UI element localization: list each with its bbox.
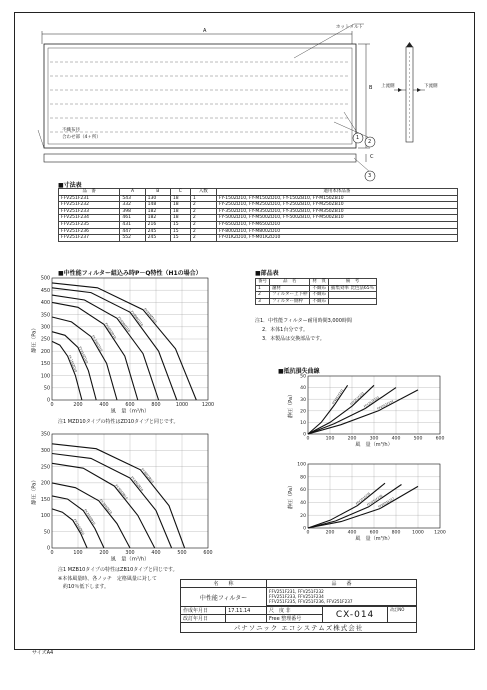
cell: フィルター側枠 <box>270 298 310 305</box>
x-tick-label: 800 <box>151 402 161 408</box>
scale-label: 尺 度 非 <box>267 607 323 615</box>
cell: 2 <box>190 221 216 228</box>
parts-note-2: 2．本体1台分です。 <box>262 327 308 333</box>
x-tick-label: 500 <box>177 550 187 556</box>
cell: 461 <box>120 215 145 222</box>
cell: 15 <box>170 221 190 228</box>
cell: 543 <box>120 195 145 202</box>
y-tick-label: 0 <box>303 526 306 532</box>
x-tick-label: 400 <box>347 530 357 536</box>
y-tick-label: 10 <box>300 421 306 427</box>
change-label: 改訂NO <box>388 607 417 623</box>
y-tick-label: 50 <box>43 386 50 392</box>
y-tick-label: 50 <box>300 374 306 380</box>
x-tick-label: 0 <box>306 530 310 536</box>
y-tick-label: 40 <box>300 501 306 507</box>
col-remark: 備 考 <box>328 279 376 286</box>
cell: 2 <box>190 202 216 209</box>
x-tick-label: 0 <box>50 402 54 408</box>
series-label: FY-01KZD10 <box>143 307 158 324</box>
series-label: FY-250ZB10 <box>83 508 97 526</box>
x-tick-label: 400 <box>99 402 109 408</box>
cell: 245 <box>145 228 170 235</box>
created-date: 17.11.14 <box>226 607 267 615</box>
joint-label-2: 合わせ部（4ヶ所） <box>62 135 101 140</box>
dimension-table-title: ■寸法表 <box>58 182 82 189</box>
free-mgmt: Free 整理番号 <box>267 615 323 623</box>
series-label: FFV251F232 <box>349 391 365 407</box>
drawing-number: CX-014 <box>322 607 387 623</box>
series-label: FY-650ZB10 <box>130 475 145 492</box>
y-tick-label: 100 <box>297 462 306 468</box>
series-label: FY-350ZD10 <box>91 334 104 353</box>
series-label: FY-250ZD10 <box>78 345 90 364</box>
y-tick-label: 300 <box>40 325 50 331</box>
cell: 182 <box>145 215 170 222</box>
x-tick-label: 100 <box>325 436 335 442</box>
cell: 18 <box>170 215 190 222</box>
revised-label: 改訂年月日 <box>181 615 226 623</box>
series-label: FFV251F235 <box>354 491 372 506</box>
cell: 552 <box>120 235 145 242</box>
y-tick-label: 80 <box>300 475 306 481</box>
col-model: 適用本体品番 <box>216 189 457 196</box>
pq-title: ■中性能フィルター組込み時P－Q特性（H1の場合） <box>58 270 202 277</box>
y-tick-label: 400 <box>40 301 50 307</box>
series-line <box>52 288 177 400</box>
loss-chart-1 <box>286 372 446 456</box>
part-number-line: FFV251F231, FFV251F232 <box>269 589 324 594</box>
company-name: パナソニック エコシステムズ株式会社 <box>181 623 417 633</box>
name-header: 名 称 <box>181 580 267 588</box>
cell: 不織布 <box>310 298 329 305</box>
callout-1: 1 <box>356 135 360 141</box>
cell <box>328 292 376 299</box>
x-tick-label: 600 <box>435 436 445 442</box>
cell: 447 <box>120 228 145 235</box>
series-label: FY-650ZD10 <box>117 315 131 333</box>
table-row <box>59 202 458 209</box>
series-label: FY-800ZB10 <box>140 467 155 484</box>
parts-note-3: 3．本製品は交換部品です。 <box>262 336 325 342</box>
parts-note-1: 注1．中性能フィルター耐用時間3,000時間 <box>255 318 352 324</box>
parts-table <box>255 278 377 305</box>
pq-note-3b: 約10％低下します。 <box>58 584 109 590</box>
y-axis-label: 静圧（Pa） <box>31 477 38 505</box>
y-axis-label: 静圧（Pa） <box>288 391 295 419</box>
x-axis-label: 風 量（m³/h） <box>110 556 150 563</box>
y-tick-label: 500 <box>40 276 50 282</box>
y-axis-label: 静圧（Pa） <box>288 482 295 510</box>
x-tick-label: 1000 <box>175 402 189 408</box>
series-line <box>52 295 159 400</box>
cell: 15 <box>170 235 190 242</box>
cell: 18 <box>170 208 190 215</box>
dim-a-label: A <box>203 28 207 34</box>
loss-chart-2 <box>286 460 446 550</box>
cell <box>328 298 376 305</box>
loss-title: ■抵抗損失曲線 <box>278 368 320 375</box>
table-row <box>59 215 458 222</box>
x-tick-label: 300 <box>369 436 379 442</box>
table-row <box>59 228 458 235</box>
table-row <box>59 221 458 228</box>
cell: 1 <box>190 195 216 202</box>
y-tick-label: 350 <box>40 313 50 319</box>
x-tick-label: 500 <box>413 436 423 442</box>
series-label: FFV251F237 <box>377 496 395 509</box>
cell: FY-650ZD10, FY-M650ZD10 <box>216 221 457 228</box>
y-tick-label: 200 <box>40 349 50 355</box>
x-tick-label: 400 <box>151 550 161 556</box>
cell: フィルター上下枠 <box>270 292 310 299</box>
cell: 不織布 <box>310 292 329 299</box>
dim-b-label: B <box>369 85 373 91</box>
series-line <box>52 283 196 400</box>
table-row <box>59 208 458 215</box>
callout-3: 3 <box>368 173 372 179</box>
pq-chart-1 <box>22 272 215 420</box>
parts-header <box>256 279 377 286</box>
x-tick-label: 0 <box>306 436 310 442</box>
cell: 130 <box>145 195 170 202</box>
title-block <box>180 579 417 633</box>
table-row <box>256 298 377 305</box>
series-label: FFV251F231 <box>331 388 345 405</box>
x-tick-label: 1200 <box>201 402 215 408</box>
series-label: FY-150ZD10 <box>67 354 79 373</box>
table-row <box>256 292 377 299</box>
cell: 2 <box>256 292 270 299</box>
series-label: FY-800ZD10 <box>130 309 144 327</box>
cell: 捕集効率 比色法65％ <box>328 285 376 292</box>
x-tick-label: 200 <box>347 436 357 442</box>
y-tick-label: 40 <box>300 386 306 392</box>
col-qty: 入数 <box>190 189 216 196</box>
cell: FFV251F234 <box>59 215 120 222</box>
cell: FY-01KZD10, FY-M01KZD10 <box>216 235 457 242</box>
x-tick-label: 200 <box>73 402 83 408</box>
cell: 332 <box>120 202 145 209</box>
callout-2: 2 <box>368 139 372 145</box>
cell: 431 <box>120 221 145 228</box>
series-label: FFV251F236 <box>366 493 384 507</box>
cell: FFV251F236 <box>59 228 120 235</box>
cell: 398 <box>120 208 145 215</box>
cell: 182 <box>145 208 170 215</box>
cell: 不織布 <box>310 285 329 292</box>
cell: 148 <box>145 202 170 209</box>
cell: FY-150ZD10, FY-M150ZD10, FY-150ZB10, FY-M150ZB10 <box>216 195 457 202</box>
x-axis-label: 風 量（m³/h） <box>355 442 393 449</box>
hotmelt-label: ホットメルト <box>336 25 363 30</box>
cell: 3 <box>256 298 270 305</box>
downstream-label: 下流側 <box>424 84 438 89</box>
dimension-table-header <box>59 189 458 196</box>
cell: 18 <box>170 195 190 202</box>
x-tick-label: 200 <box>325 530 335 536</box>
created-label: 作成年月日 <box>181 607 226 615</box>
cell: FFV251F237 <box>59 235 120 242</box>
cell: FY-350ZD10, FY-M350ZD10, FY-350ZB10, FY-M350ZB10 <box>216 208 457 215</box>
y-tick-label: 0 <box>46 398 50 404</box>
y-tick-label: 200 <box>40 481 50 487</box>
cell: FFV251F232 <box>59 202 120 209</box>
parts-title: ■部品表 <box>255 270 279 277</box>
col-a: A <box>120 189 145 196</box>
x-tick-label: 100 <box>73 550 83 556</box>
dimension-table <box>58 188 458 242</box>
part-numbers <box>267 588 417 606</box>
x-tick-label: 200 <box>99 550 109 556</box>
part-header: 品 番 <box>267 580 417 588</box>
pq-note-2: 注1 MZB10タイプの特性はZB10タイプと同じです。 <box>58 567 178 573</box>
cell: 2 <box>190 235 216 242</box>
cell: 245 <box>145 235 170 242</box>
product-name: 中性能フィルター <box>181 588 267 607</box>
col-no: 番号 <box>256 279 270 286</box>
series-label: FFV251F233 <box>362 395 380 409</box>
cell: 1 <box>256 285 270 292</box>
cell: 18 <box>170 202 190 209</box>
upstream-label: 上流側 <box>381 84 395 89</box>
cell: FFV251F235 <box>59 221 120 228</box>
x-tick-label: 0 <box>50 550 54 556</box>
series-label: FY-500ZB10 <box>114 483 129 500</box>
revised-date <box>226 615 267 623</box>
x-tick-label: 1200 <box>434 530 446 536</box>
y-axis-label: 静圧（Pa） <box>31 325 38 353</box>
y-tick-label: 250 <box>40 465 50 471</box>
x-axis-label: 風 量（m³/h） <box>110 408 150 415</box>
series-label: FFV251F234 <box>376 398 395 411</box>
cell: 2 <box>190 208 216 215</box>
y-tick-label: 100 <box>40 514 50 520</box>
y-tick-label: 30 <box>300 397 306 403</box>
cell: 2 <box>190 228 216 235</box>
y-tick-label: 350 <box>40 432 50 438</box>
x-tick-label: 600 <box>369 530 379 536</box>
y-tick-label: 150 <box>40 497 50 503</box>
x-tick-label: 300 <box>125 550 135 556</box>
x-tick-label: 600 <box>125 402 135 408</box>
series-label: FY-500ZD10 <box>104 322 118 340</box>
x-axis-label: 風 量（m³/h） <box>355 536 393 543</box>
series-line <box>308 485 402 529</box>
col-part: 品 番 <box>59 189 120 196</box>
filter-drawing <box>14 12 473 182</box>
cell: FY-500ZD10, FY-M500ZD10, FY-500ZB10, FY-M500ZB10 <box>216 215 457 222</box>
y-tick-label: 150 <box>40 362 50 368</box>
part-number-line: FFV251F233, FFV251F234 <box>269 594 324 599</box>
cell: 2 <box>190 215 216 222</box>
cell: FY-800ZD10, FY-M800ZD10 <box>216 228 457 235</box>
col-c: C <box>170 189 190 196</box>
y-tick-label: 50 <box>43 530 50 536</box>
cell: FY-250ZD10, FY-M250ZD10, FY-250ZB10, FY-M250ZB10 <box>216 202 457 209</box>
cell: FFV251F233 <box>59 208 120 215</box>
y-tick-label: 20 <box>300 409 306 415</box>
y-tick-label: 300 <box>40 448 50 454</box>
x-tick-label: 600 <box>203 550 213 556</box>
joint-label-1: 不織布径 <box>62 128 80 133</box>
x-tick-label: 1000 <box>412 530 424 536</box>
pq-note-3a: ※本体風量時、各ノッチ 定格風量に対して <box>58 576 157 582</box>
table-row <box>256 285 377 292</box>
col-material: 材 質 <box>310 279 329 286</box>
pq-chart-2 <box>22 428 212 568</box>
y-tick-label: 0 <box>46 546 50 552</box>
cell: 濾材 <box>270 285 310 292</box>
y-tick-label: 60 <box>300 488 306 494</box>
paper-size: サイズA4 <box>32 650 54 656</box>
y-tick-label: 0 <box>303 432 306 438</box>
part-number-line: FFV251F235, FFV251F236, FFV251F237 <box>269 599 353 604</box>
y-tick-label: 450 <box>40 288 50 294</box>
dim-c-label: C <box>370 154 374 160</box>
pq-note-1: 注1 MZD10タイプの特性はZD10タイプと同じです。 <box>58 419 179 425</box>
table-row <box>59 195 458 202</box>
y-tick-label: 20 <box>300 513 306 519</box>
y-tick-label: 250 <box>40 337 50 343</box>
cell: 216 <box>145 221 170 228</box>
col-name: 品 名 <box>270 279 310 286</box>
series-line <box>308 483 385 528</box>
table-row <box>59 235 458 242</box>
y-tick-label: 100 <box>40 374 50 380</box>
cell: FFV251F231 <box>59 195 120 202</box>
x-tick-label: 800 <box>391 530 401 536</box>
series-label: FY-150ZB10 <box>72 518 86 536</box>
col-b: B <box>145 189 170 196</box>
cell: 15 <box>170 228 190 235</box>
x-tick-label: 400 <box>391 436 401 442</box>
series-label: FY-350ZB10 <box>98 498 114 515</box>
